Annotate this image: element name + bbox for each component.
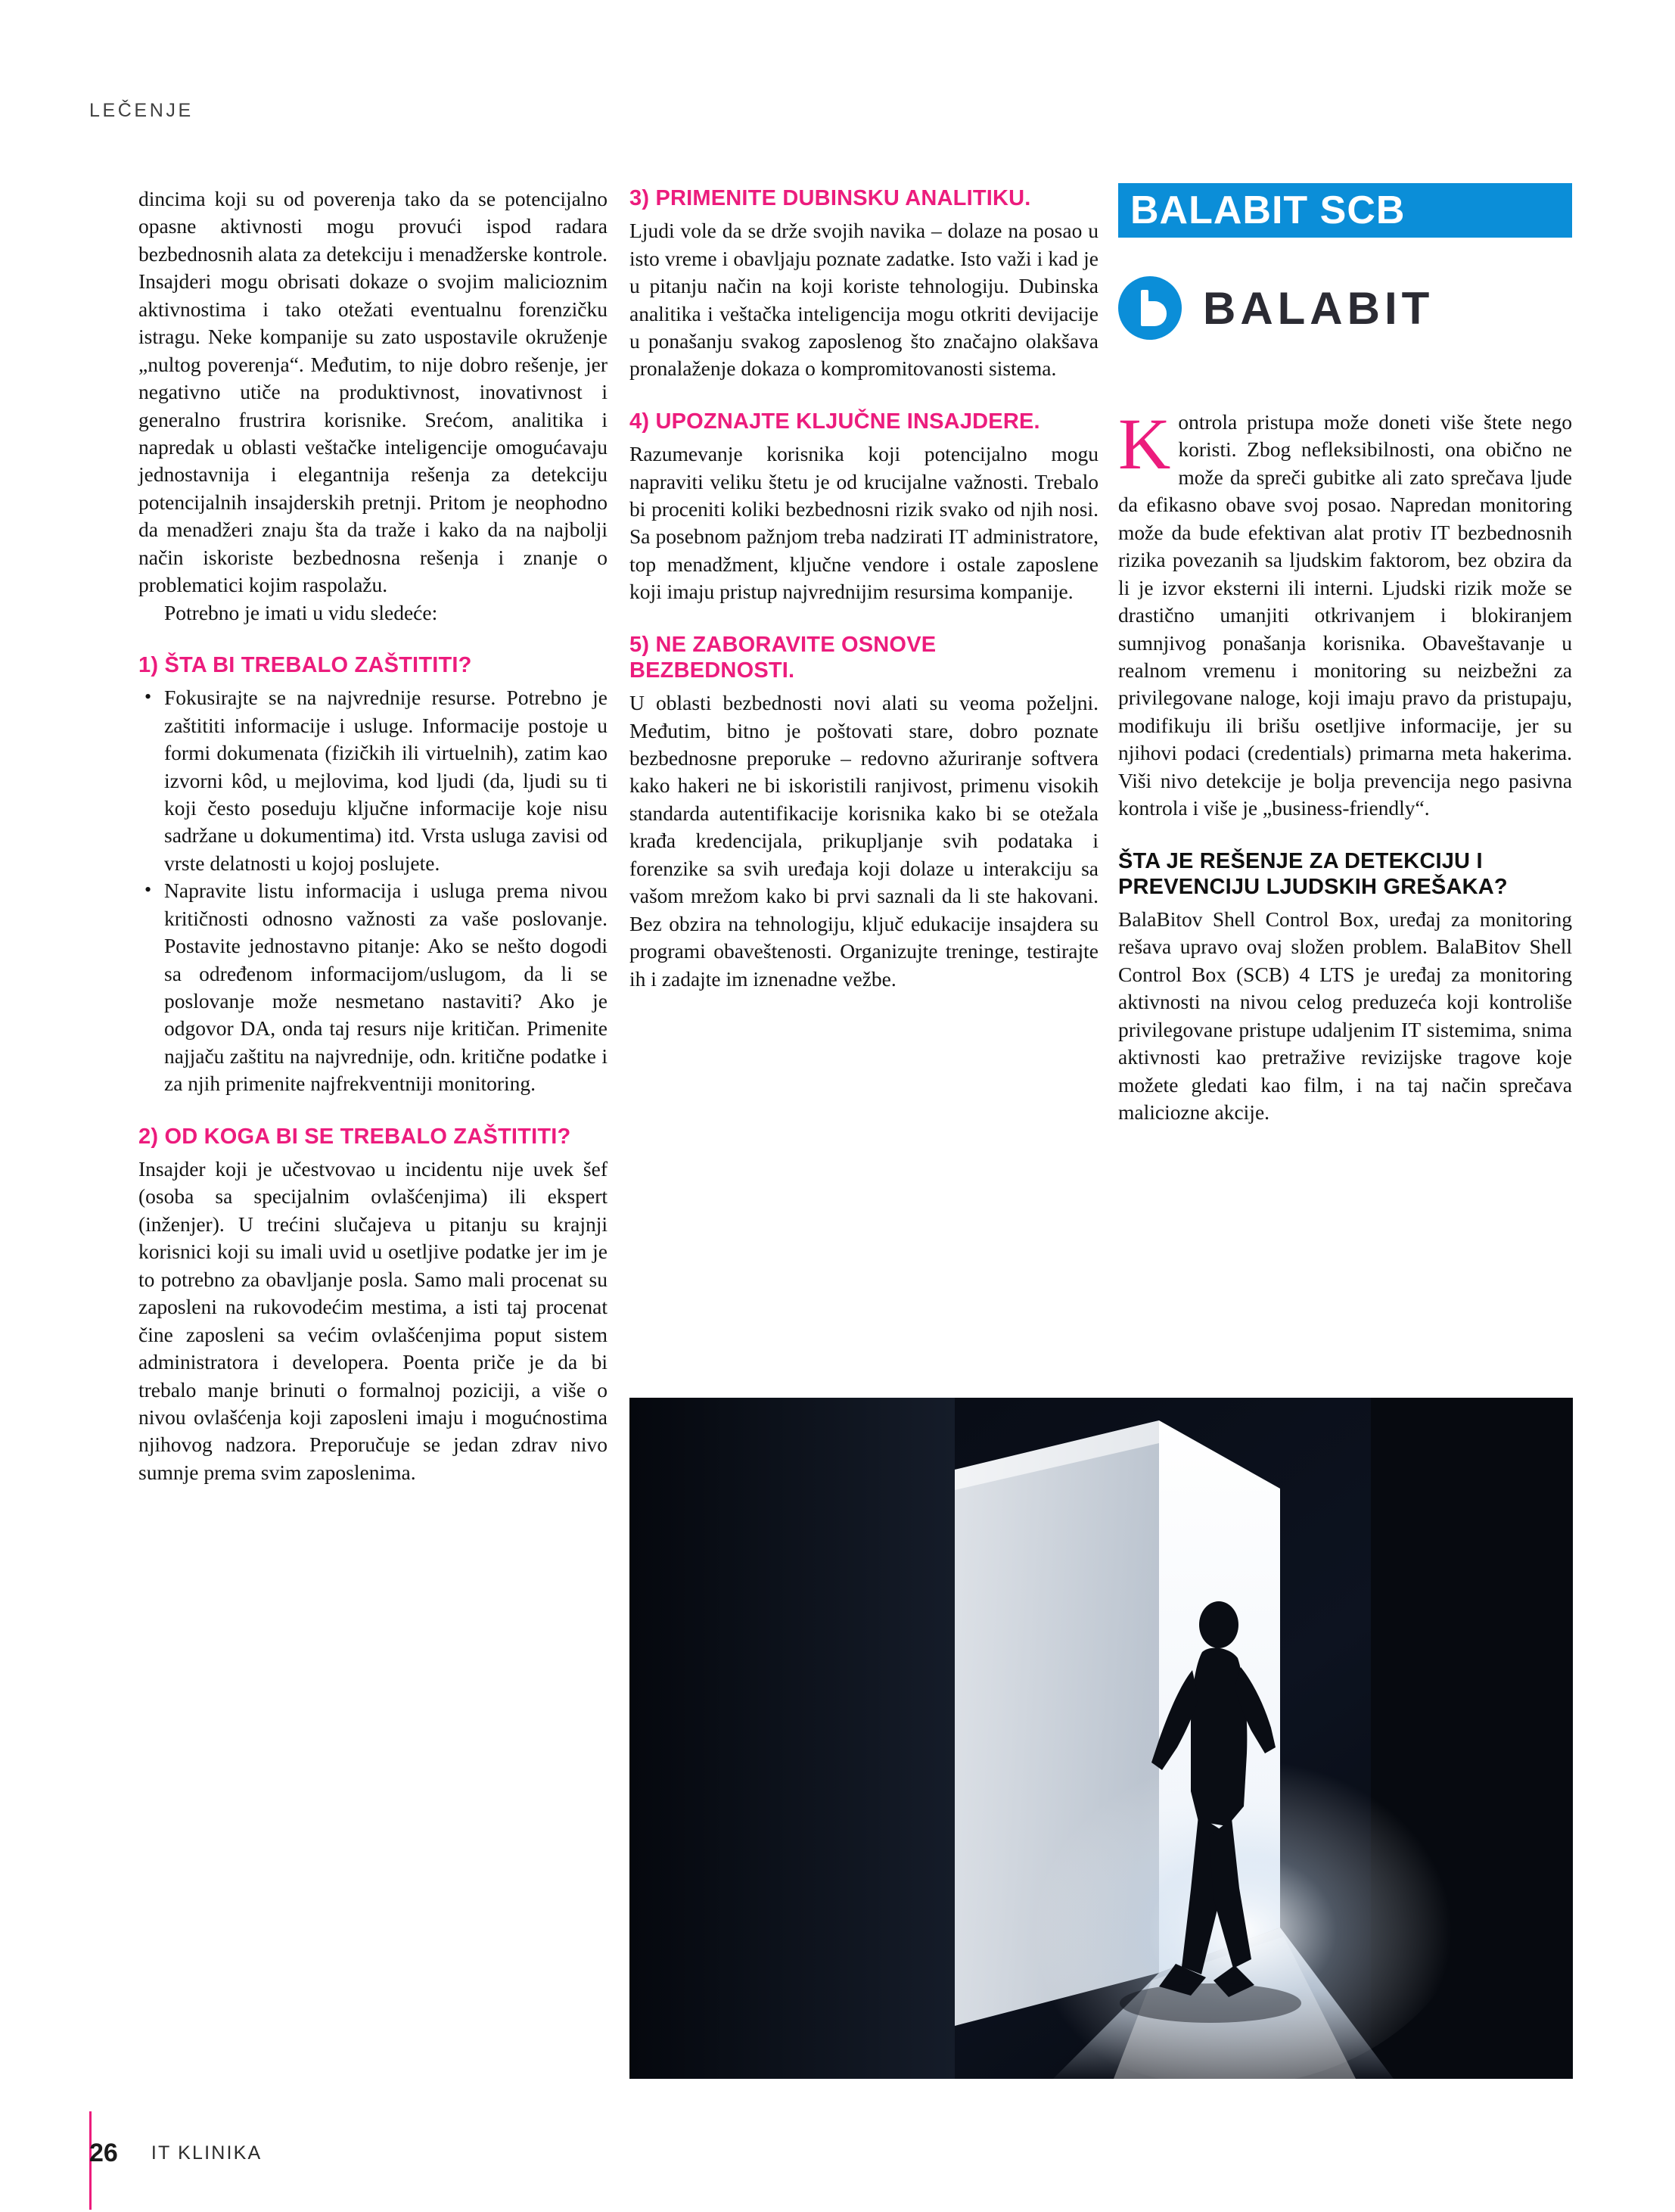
paragraph: Ljudi vole da se drže svojih navika – dolaze na posao u isto vreme i obavljaju poznate zadatke. Isto važi i kad je u pitanju način na koji koriste tehnologiju. Dubinska analitika i veštačka inteligencija mogu otkriti devijacije u ponašanju svakog zaposlenog što značajno olakšava pronalaženje dokaza o kompromitovanosti sistema. [629,219,1099,381]
paragraph: Insajder koji je učestvovao u incidentu nije uvek šef (osoba sa specijalnim ovlašćenjima) ili ekspert (inženjer). U trećini slučajeva u pitanju su krajnji korisnici koji su imali uvid u osetljive podatke jer im je to potrebno za obavljanje posla. Samo mali procenat su zaposleni na rukovodećim mestima, a isti taj procenat čine zaposleni sa većim ovlašćenjima poput sistem administratora i developera. Poenta priče je da bi trebalo manje brinuti o formalnoj poziciji, a više o nivou ovlašćenja koji zaposleni imaju i mogućnostima njihovog nadzora. Preporučuje se jedan zdrav nivo sumnje prema svim zaposlenima. [138,1157,608,1484]
drop-cap: K [1118,403,1171,484]
balabit-mark-icon [1118,276,1182,340]
article-photo [629,1398,1573,2079]
paragraph: Razumevanje korisnika koji potencijalno mogu napraviti veliku štetu je od krucijalne važnosti. Trebalo bi proceniti koliki bezbednosni rizik svako od njih nosi. Sa posebnom pažnjom treba nadzirati IT administratore, top menadžment, ključne vendore i ostale zaposlene koji imaju pristup najvrednijim resursima kompanije. [629,442,1099,604]
section-heading-2: 2) OD KOGA BI SE TREBALO ZAŠTITITI? [138,1124,571,1149]
brand-title-bar: BALABIT SCB [1118,183,1572,238]
paragraph: Potrebno je imati u vidu sledeće: [164,600,438,624]
section-heading-3: 3) PRIMENITE DUBINSKU ANALITIKU. [629,186,1031,210]
section-heading-1: 1) ŠTA BI TREBALO ZAŠTITITI? [138,653,472,677]
section-heading-4: 4) UPOZNAJTE KLJUČNE INSAJDERE. [629,409,1040,434]
balabit-wordmark: BALABIT [1203,282,1434,334]
photo-graphic [629,1398,1573,2079]
bullet-list [138,684,608,1098]
section-heading-5: 5) NE ZABORAVITE OSNOVE BEZBEDNOSTI. [629,632,937,683]
section-heading-solution: ŠTA JE REŠENJE ZA DETEKCIJU I PREVENCIJU LJUDSKIH GREŠAKA? [1118,848,1508,899]
paragraph: dincima koji su od poverenja tako da se potencijalno opasne aktivnosti mogu provući ispod radara bezbednosnih alata za detekciju i menadžerske kontrole. Insajderi mogu obrisati dokaze o svojim malicioznim aktivnostima i tako otežati eventualnu forenzičku istragu. Neke kompanije su zato uspostavile okruženje „nultog poverenja“. Međutim, to nije dobro rešenje, jer negativno utiče na produktivnost, inovativnost i generalno frustrira korisnike. Srećom, analitika i napredak u oblasti veštačke inteligencije omogućavaju jednostavnija i elegantnija rešenja za detekciju potencijalnih insajderskih pretnji. Pritom je neophodno da menadžeri znaju šta da traže i kako da na najbolji način iskoriste bezbednosna rešenja i znanje o problematici kojim raspolažu. [138,187,608,597]
text-column-1 [138,185,608,1486]
publication-name: IT KLINIKA [151,2142,263,2164]
balabit-logo [1118,266,1572,350]
paragraph: BalaBitov Shell Control Box, uređaj za monitoring rešava upravo ovaj složen problem. BalaBitov Shell Control Box (SCB) 4 LTS je uređaj za monitoring aktivnosti na nivou celog preduzeća koji kontroliše privilegovane pristupe udaljenim IT sistemima, snima aktivnosti kao pretražive revizijske tragove koje možete gledati kao film, i na taj način sprečava maliciozne akcije. [1118,907,1572,1125]
text-column-3 [1118,403,1572,1127]
page-footer [89,2139,262,2168]
paragraph-text: ontrola pristupa može doneti više štete nego koristi. Zbog nefleksibilnosti, ona obično ne može da spreči gubitke ali zato sprečava ljude da efikasno obave svoj posao. Napredan monitoring može da bude efektivan alat protiv IT bezbednosnih rizika povezanih sa ljudskim faktorom, bez obzira da li je izvor eksterni ili interni. Ljudski rizik može se drastično umanjiti otkrivanjem i blokiranjem sumnjivog ponašanja korisnika. Obaveštavanje u realnom vremenu i monitoring su neizbežni za privilegovane naloge, koji imaju pravo da pristupaju, modifikuju ili brišu osetljive informacije, jer su njihovi podaci (credentials) primarna meta hakerima. Viši nivo detekcije je bolja prevencija nego pasivna kontrola i više je „business-friendly“. [1118,410,1572,820]
paragraph-with-dropcap [1118,403,1572,823]
page-number: 26 [89,2139,118,2167]
list-item: • Fokusirajte se na najvrednije resurse. Potrebno je zaštititi informacije i usluge. Informacije postoje u formi dokumenata (fizičkih ili virtuelnih), zatim kao izvorni kôd, u mejlovima, kod ljudi (da, ljudi su ti koji često poseduju ključne informacije koje nisu sadržane u dokumentima) itd. Vrsta usluga zavisi od vrste delatnosti u kojoj poslujete. [138,684,608,877]
running-head: LEČENJE [89,100,194,121]
list-item: • Napravite listu informacija i usluga prema nivou kritičnosti odnosno važnosti za vaše poslovanje. Postavite jednostavno pitanje: Ako se nešto dogodi sa određenom informacijom/uslugom, da li se poslovanje može nesmetano nastaviti? Ako je odgovor DA, onda taj resurs nije kritičan. Primenite najjaču zaštitu na najvrednije, odn. kritične podatke i za njih primenite najfrekventniji monitoring. [138,877,608,1098]
text-column-2 [629,185,1099,993]
paragraph: U oblasti bezbednosti novi alati su veoma poželjni. Međutim, bitno je poštovati stare, dobro poznate bezbednosne preporuke – redovno ažuriranje softvera kako hakeri ne bi iskoristili ranjivost, primenu visokih standarda autentifikacije korisnika kako bi se otežala krađa kredencijala, prikupljanje svih podataka i forenzike sa svih uređaja koji dolaze u interakciju sa vašom mrežom kako bi prvi saznali da li ste hakovani. Bez obzira na tehnologiju, ključ edukacije insajdera su programi obaveštenosti. Organizujte treninge, testirajte ih i zadajte im iznenadne vežbe. [629,691,1099,991]
